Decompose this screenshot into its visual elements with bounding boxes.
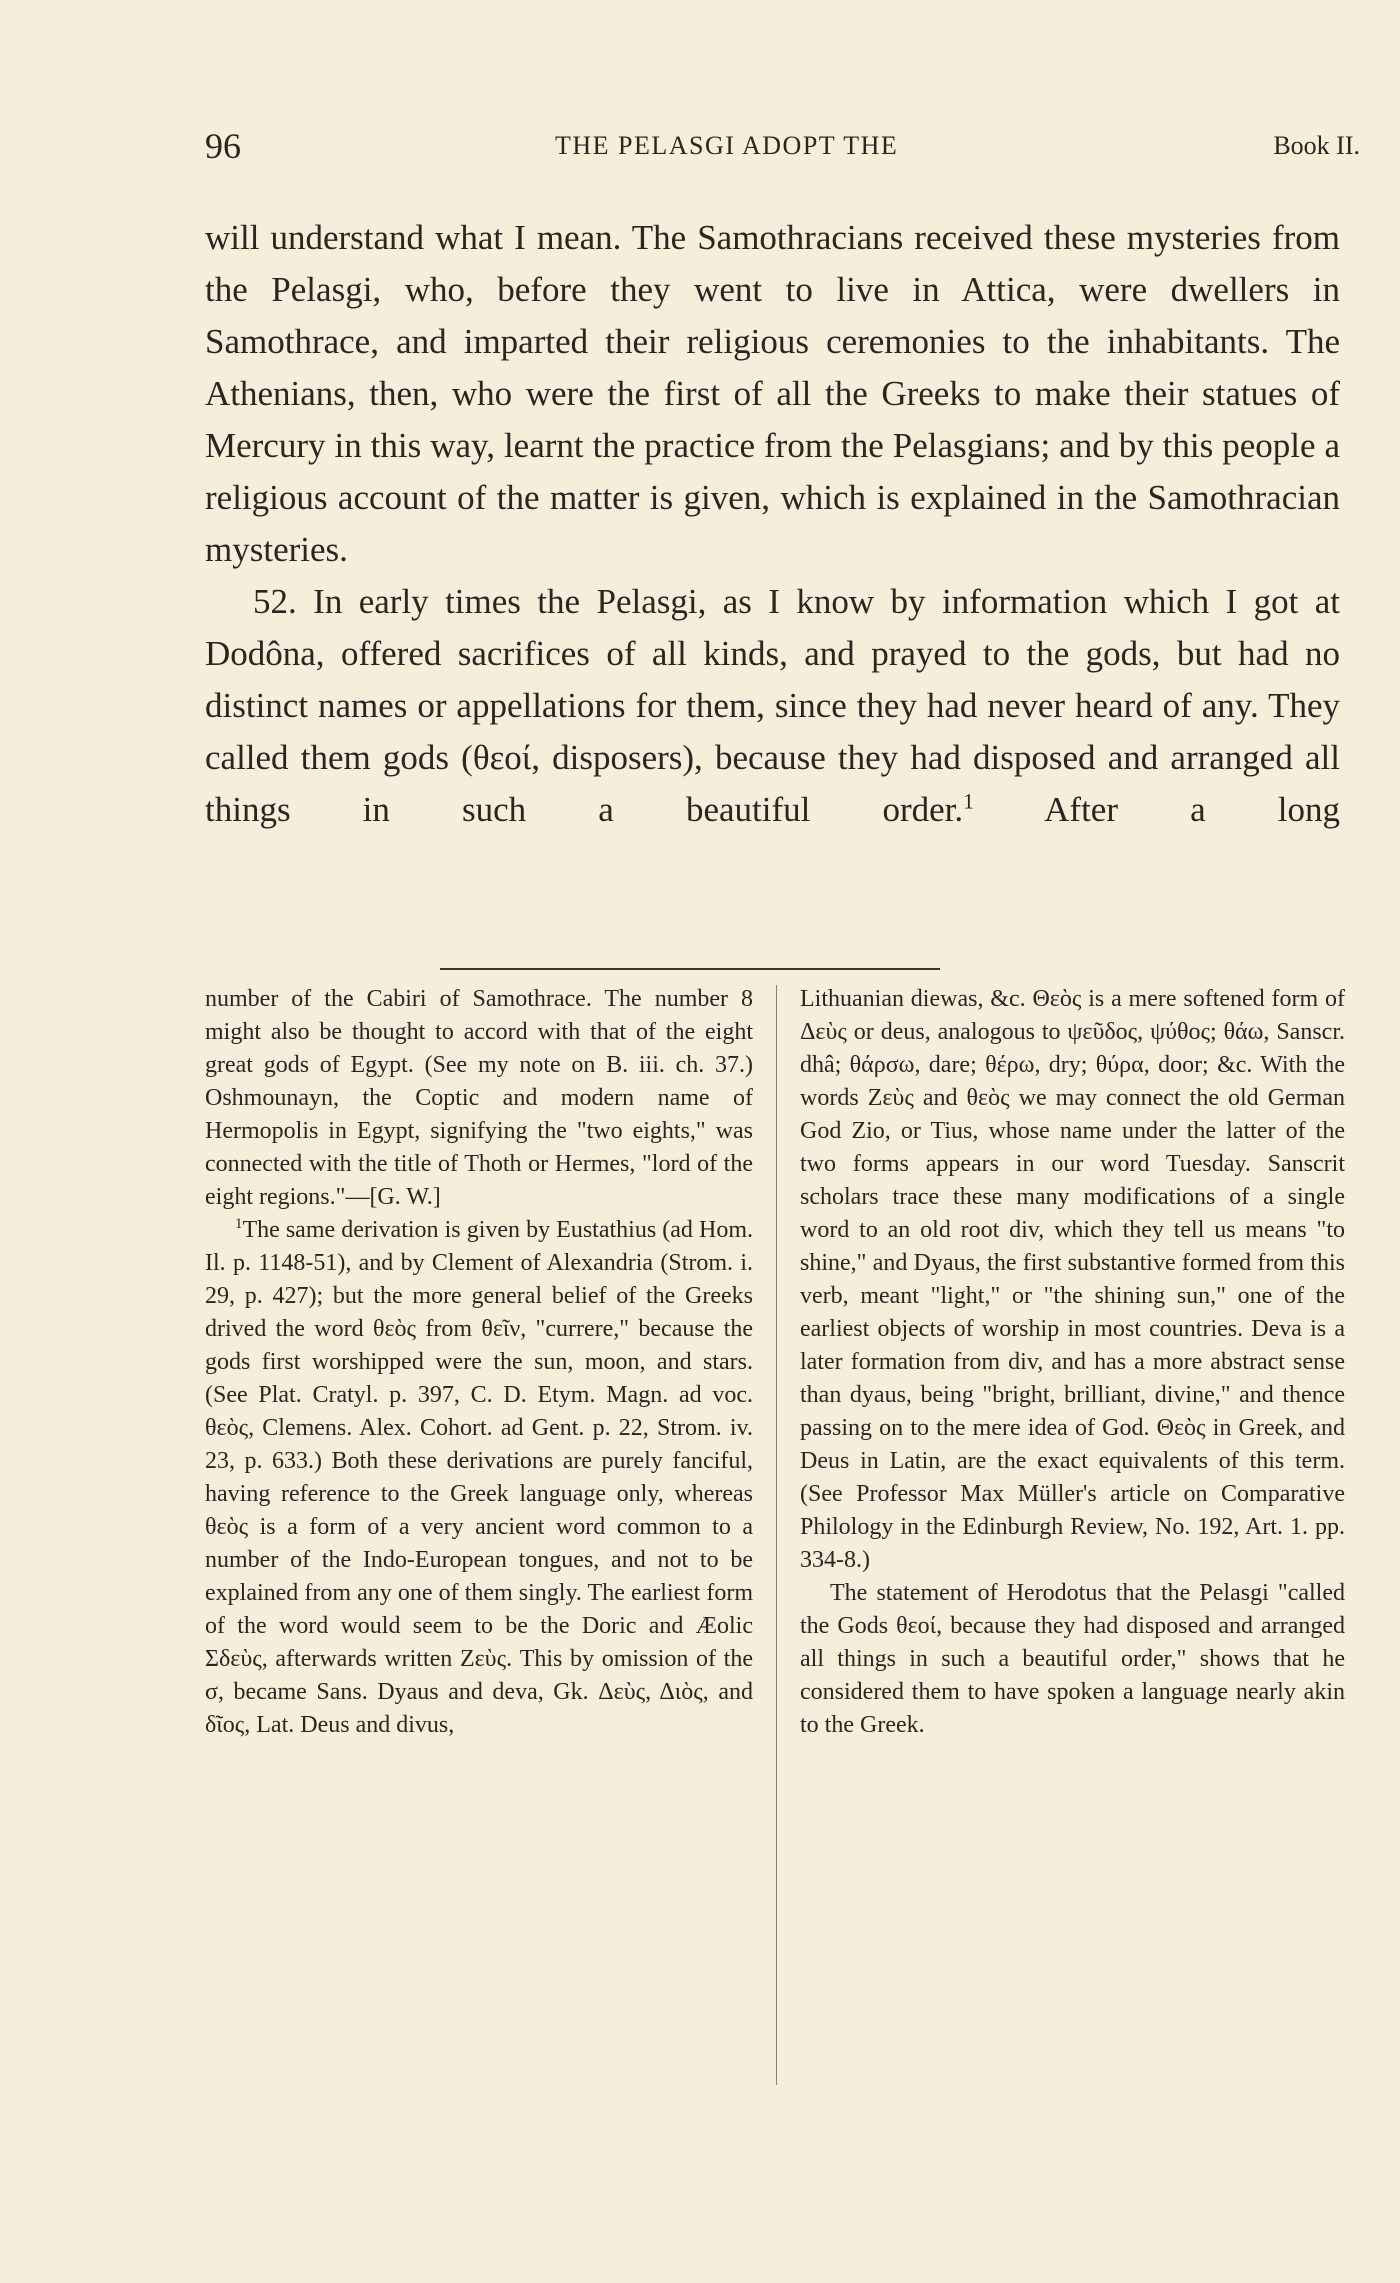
book-label: Book II.: [1273, 131, 1360, 160]
main-paragraph-2-tail: After a long: [973, 790, 1340, 829]
footnote-ref-1: 1: [963, 789, 974, 814]
footnote-1-mark: 1: [235, 1216, 243, 1232]
main-paragraph-2: [205, 576, 1340, 888]
main-text: [205, 212, 1340, 888]
footnotes-right-column: [800, 983, 1345, 1742]
running-head: THE PELASGI ADOPT THE: [555, 131, 899, 160]
footnote-1-text: The same derivation is given by Eustathius (ad Hom. Il. p. 1148-51), and by Clement of Alexandria (Strom. i. 29, p. 427); but the more general belief of the Greeks drived the word θεὸς from θεῖν, "currere," because the gods first worshipped were the sun, moon, and stars. (See Plat. Cratyl. p. 397, C. D. Etym. Magn. ad voc. θεὸς, Clemens. Alex. Cohort. ad Gent. p. 22, Strom. iv. 23, p. 633.) Both these derivations are purely fanciful, having reference to the Greek language only, whereas θεὸς is a form of a very ancient word common to a number of the Indo-European tongues, and not to be explained from any one of them singly. The earliest form of the word would seem to be the Doric and Æolic Σδεὺς, afterwards written Ζεὺς. This by omission of the σ, became Sans. Dyaus and deva, Gk. Δεὺς, Διὸς, and δῖος, Lat. Deus and divus,: [205, 1217, 753, 1738]
footnote-1-conclusion: The statement of Herodotus that the Pelasgi "called the Gods θεοί, because they had disposed and arranged all things in such a beautiful order," shows that he considered them to have spoken a language nearly akin to the Greek.: [800, 1580, 1345, 1738]
footnote-1: [205, 1214, 753, 1742]
column-divider: [776, 985, 777, 2085]
footnotes-left-column: [205, 983, 753, 1742]
page-number: 96: [205, 126, 241, 166]
main-paragraph-1: will understand what I mean. The Samothracians received these mysteries from the Pelasgi, who, before they went to live in Attica, were dwellers in Samothrace, and imparted their religious ceremonies to the inhabitants. The Athenians, then, who were the first of all the Greeks to make their statues of Mercury in this way, learnt the practice from the Pelasgians; and by this people a religious account of the matter is given, which is explained in the Samothracian mysteries.: [205, 218, 1340, 569]
footnote-1-continued: Lithuanian diewas, &c. Θεὸς is a mere softened form of Δεὺς or deus, analogous to ψεῦδος, ψύθος; θάω, Sanscr. dhâ; θάρσω, dare; θέρω, dry; θύρα, door; &c. With the words Ζεὺς and θεὸς we may connect the old German God Zio, or Tius, whose name under the latter of the two forms appears in our word Tuesday. Sanscrit scholars trace these many modifications of a single word to an old root div, which they tell us means "to shine," and Dyaus, the first substantive formed from this verb, meant "light," or "the shining sun," one of the earliest objects of worship in most countries. Deva is a later formation from div, and has a more abstract sense than dyaus, being "bright, brilliant, divine," and thence passing on to the mere idea of God. Θεὸς in Greek, and Deus in Latin, are the exact equivalents of this term. (See Professor Max Müller's article on Comparative Philology in the Edinburgh Review, No. 192, Art. 1. pp. 334-8.): [800, 986, 1345, 1573]
footnote-continuation: number of the Cabiri of Samothrace. The number 8 might also be thought to accord with that of the eight great gods of Egypt. (See my note on B. iii. ch. 37.) Oshmounayn, the Coptic and modern name of Hermopolis in Egypt, signifying the "two eights," was connected with the title of Thoth or Hermes, "lord of the eight regions."—[G. W.]: [205, 986, 753, 1210]
footnote-separator: [440, 968, 940, 970]
page-header: [205, 125, 1360, 169]
main-paragraph-2-text: 52. In early times the Pelasgi, as I know by information which I got at Dodôna, offered sacrifices of all kinds, and prayed to the gods, but had no distinct names or appellations for them, since they had never heard of any. They called them gods (θεοί, disposers), because they had disposed and arranged all things in such a beautiful order.: [205, 582, 1340, 829]
